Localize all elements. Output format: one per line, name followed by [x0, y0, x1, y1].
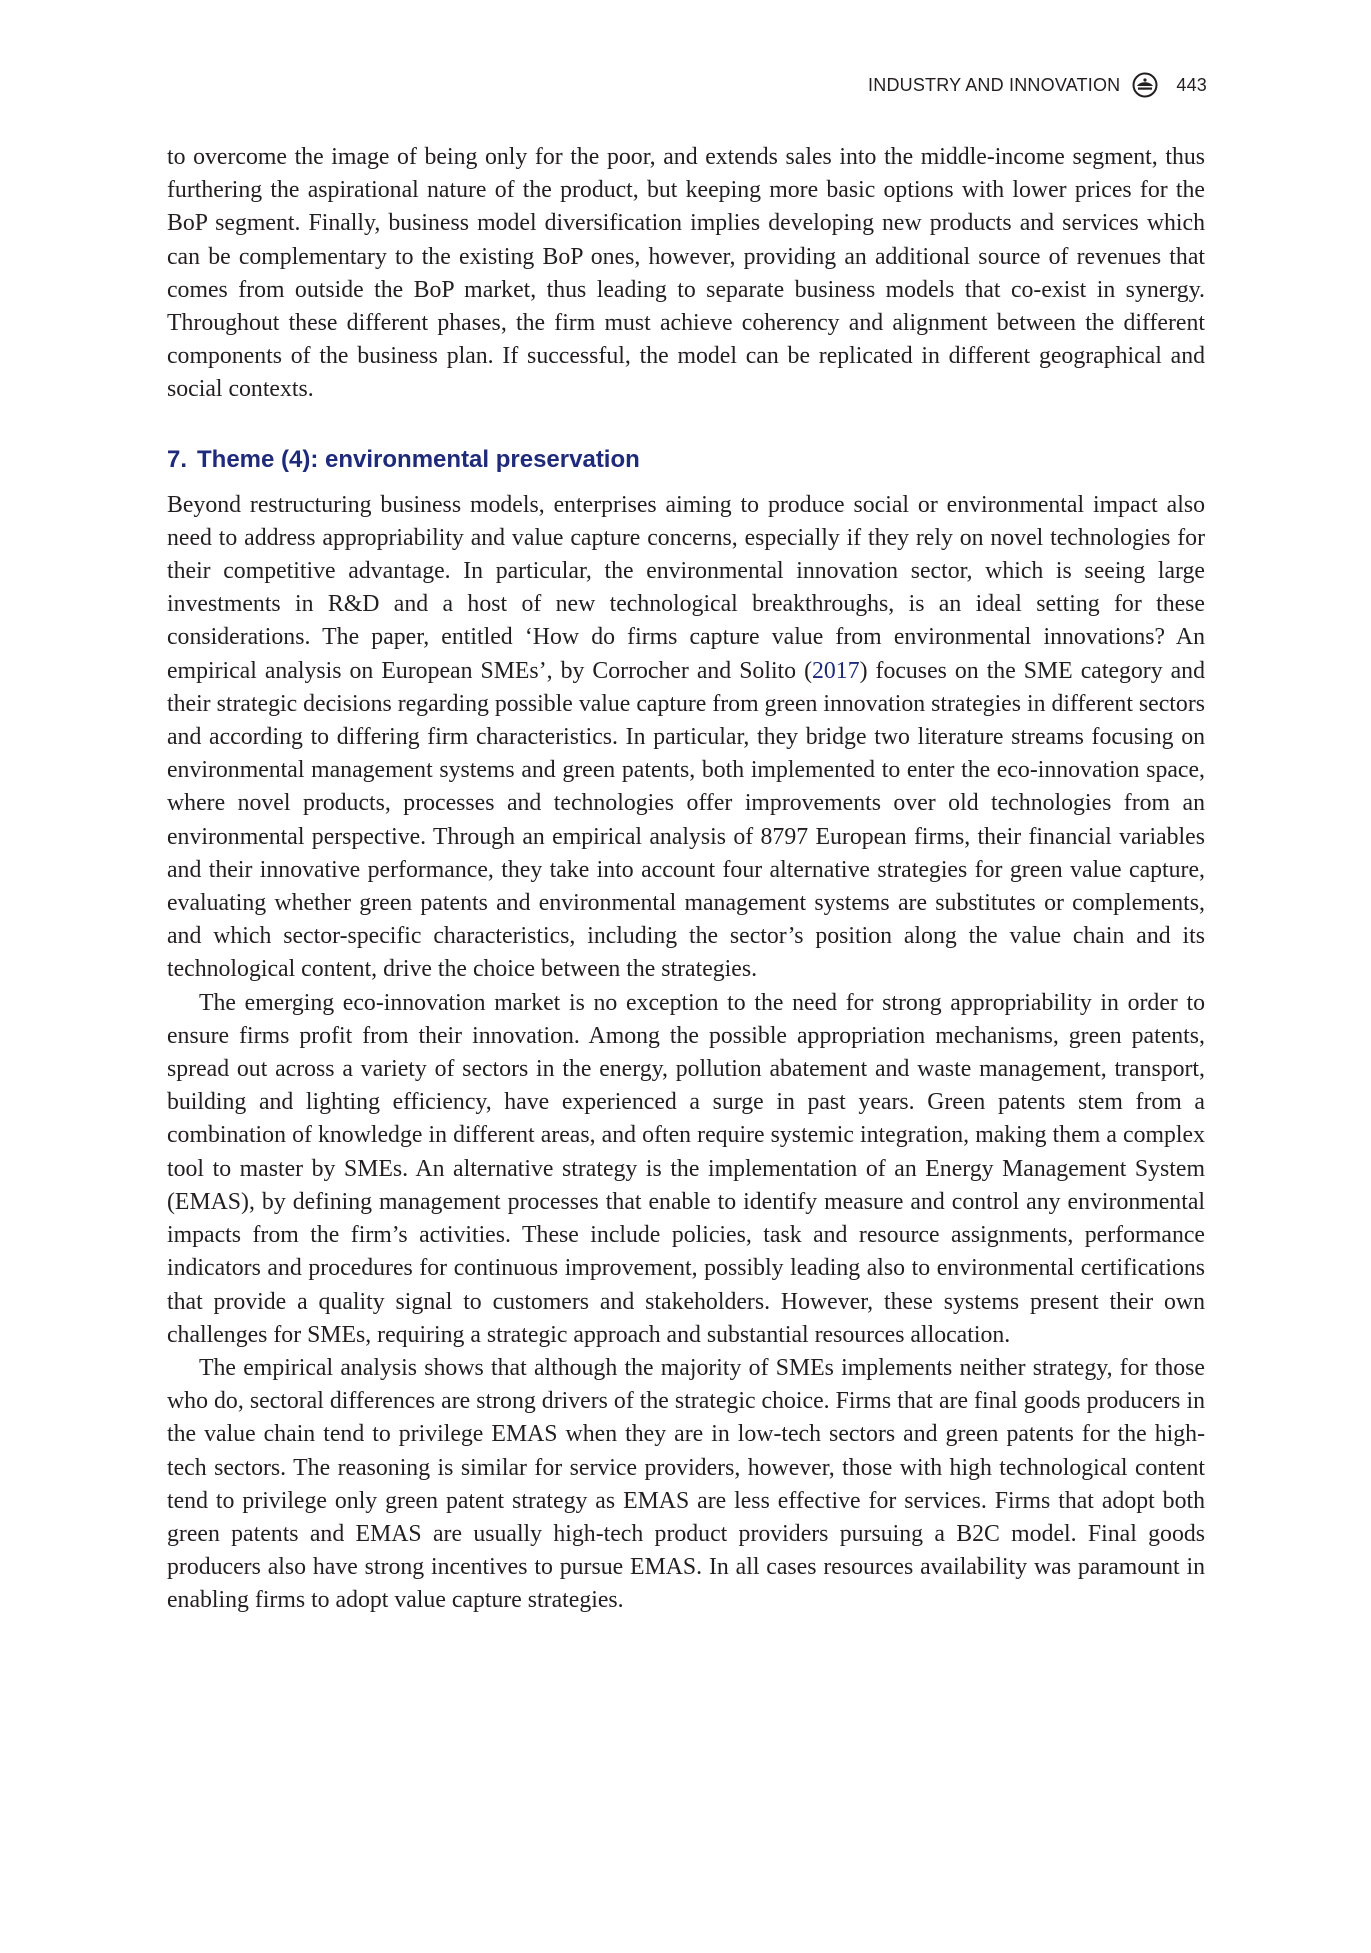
paragraph-text: ) focuses on the SME category and their strategic decisions regarding possible value capture from green innovation strategies in different sectors and according to differing firm characteristics. In particular, they bridge two literature streams focusing on environmental management systems and green patents, both implemented to enter the eco-innovation space, where novel products, processes and technologies offer improvements over old technologies from an environmental perspective. Through an empirical analysis of 8797 European firms, their financial variables and their innovative performance, they take into account four alternative strategies for green value capture, evaluating whether green patents and environmental management systems are substitutes or complements, and which sector-specific characteristics, including the sector’s position along the value chain and its technological content, drive the choice between the strategies.	[167, 657, 1205, 983]
section-title: Theme (4): environmental preservation	[197, 445, 640, 473]
journal-logo-icon	[1132, 72, 1158, 98]
article-body	[167, 141, 1205, 1618]
body-paragraph: to overcome the image of being only for the poor, and extends sales into the middle-income segment, thus furthering the aspirational nature of the product, but keeping more basic options with lower prices for the BoP segment. Finally, business model diversification implies developing new products and services which can be complementary to the existing BoP ones, however, providing an additional source of revenues that comes from outside the BoP market, thus leading to separate business models that co-exist in synergy. Throughout these different phases, the firm must achieve coherency and alignment between the different components of the business plan. If successful, the model can be replicated in different geographical and social contexts.	[167, 144, 1205, 403]
page-number: 443	[1176, 74, 1207, 95]
body-paragraph: The emerging eco-innovation market is no exception to the need for strong appropriability in order to ensure firms profit from their innovation. Among the possible appropriation mechanisms, green patents, spread out across a variety of sectors in the energy, pollution abatement and waste management, transport, building and lighting efficiency, have experienced a surge in past years. Green patents stem from a combination of knowledge in different areas, and often require systemic integration, making them a complex tool to master by SMEs. An alternative strategy is the implementation of an Energy Management System (EMAS), by defining management processes that enable to identify measure and control any environmental impacts from the firm’s activities. These include policies, task and resource assignments, performance indicators and procedures for continuous improvement, possibly leading also to environmental certifications that provide a quality signal to customers and stakeholders. However, these systems present their own challenges for SMEs, requiring a strategic approach and substantial resources allocation.	[167, 989, 1205, 1348]
paragraph-text: Beyond restructuring business models, enterprises aiming to produce social or environmental impact also need to address appropriability and value capture concerns, especially if they rely on novel technologies for their competitive advantage. In particular, the environmental innovation sector, which is seeing large investments in R&D and a host of new technological breakthroughs, is an ideal setting for these considerations. The paper, entitled ‘How do firms capture value from environmental innovations? An empirical analysis on European SMEs’, by Corrocher and Solito (	[167, 491, 1205, 684]
body-paragraph: The empirical analysis shows that although the majority of SMEs implements neither strategy, for those who do, sectoral differences are strong drivers of the strategic choice. Firms that are final goods producers in the value chain tend to privilege EMAS when they are in low-tech sectors and green patents for the high-tech sectors. The reasoning is similar for service providers, however, those with high technological content tend to privilege only green patent strategy as EMAS are less effective for services. Firms that adopt both green patents and EMAS are usually high-tech product providers pursuing a B2C model. Final goods producers also have strong incentives to pursue EMAS. In all cases resources availability was paramount in enabling firms to adopt value capture strategies.	[167, 1354, 1205, 1614]
section-number: 7.	[167, 445, 188, 473]
running-head	[868, 72, 1207, 98]
section-heading	[167, 445, 1205, 475]
running-title: INDUSTRY AND INNOVATION	[868, 74, 1121, 95]
citation-link[interactable]: 2017	[812, 657, 860, 684]
body-paragraph	[167, 489, 1205, 987]
